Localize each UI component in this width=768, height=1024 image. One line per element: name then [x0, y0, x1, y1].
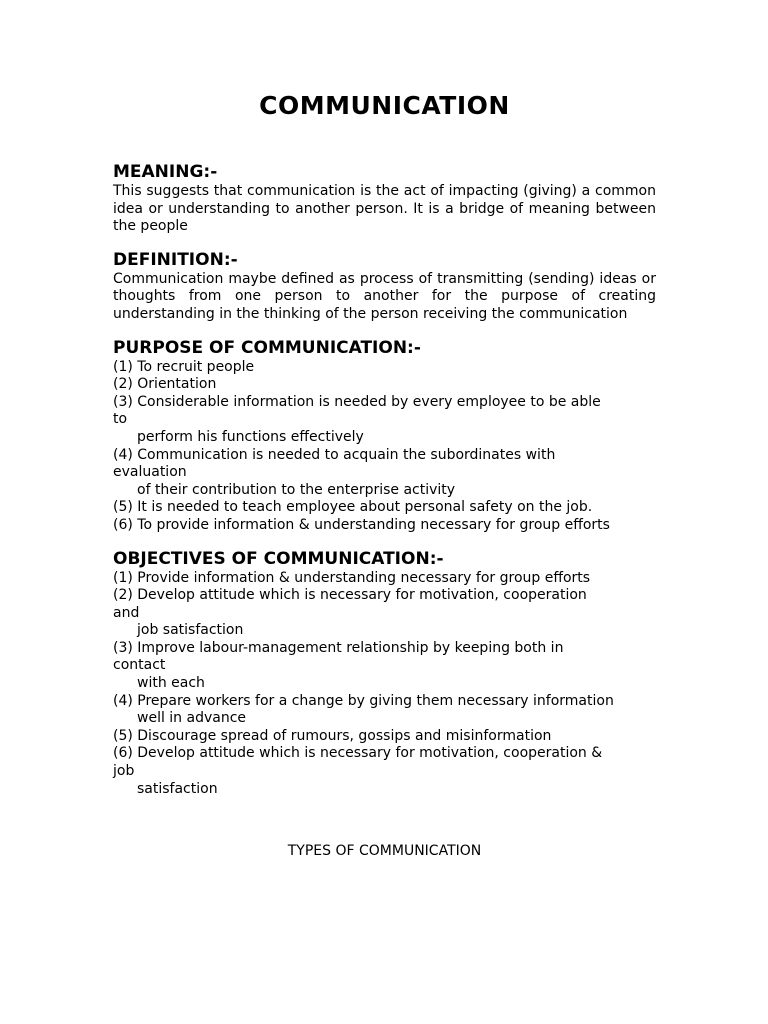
- definition-section: [113, 250, 656, 324]
- objectives-line: job satisfaction: [137, 622, 244, 639]
- objectives-line: with each: [137, 675, 205, 692]
- purpose-line: evaluation: [113, 464, 187, 481]
- objectives-line: (4) Prepare workers for a change by giving them necessary information: [113, 692, 614, 709]
- purpose-line: (6) To provide information & understanding necessary for group efforts: [113, 516, 610, 533]
- definition-text: Communication maybe defined as process of transmitting (sending) ideas or thoughts from one person to another for the purpose of creating understanding in the thinking of the person receiving the communication: [113, 270, 656, 322]
- objectives-line: (1) Provide information & understanding necessary for group efforts: [113, 569, 591, 586]
- objectives-line: (3) Improve labour-management relationship by keeping both in: [113, 639, 564, 656]
- objectives-section: [113, 549, 656, 799]
- purpose-line: to: [113, 411, 128, 428]
- objectives-line: satisfaction: [137, 780, 218, 797]
- meaning-section: [113, 162, 656, 236]
- purpose-heading: PURPOSE OF COMMUNICATION:-: [113, 337, 421, 358]
- purpose-line: of their contribution to the enterprise activity: [137, 481, 456, 498]
- purpose-line: (1) To recruit people: [113, 358, 255, 375]
- purpose-line: (3) Considerable information is needed by every employee to be able: [113, 393, 601, 410]
- purpose-line: (2) Orientation: [113, 376, 217, 393]
- document-body: [113, 162, 656, 812]
- types-heading: TYPES OF COMMUNICATION: [287, 843, 482, 859]
- page-title: COMMUNICATION: [259, 91, 510, 120]
- objectives-line: job: [113, 763, 135, 780]
- objectives-line: (2) Develop attitude which is necessary for motivation, cooperation: [113, 587, 587, 604]
- purpose-line: perform his functions effectively: [137, 428, 364, 445]
- objectives-line: (5) Discourage spread of rumours, gossips and misinformation: [113, 727, 552, 744]
- purpose-line: (5) It is needed to teach employee about personal safety on the job.: [113, 499, 593, 516]
- objectives-line: and: [113, 604, 140, 621]
- objectives-line: (6) Develop attitude which is necessary for motivation, cooperation &: [113, 745, 603, 762]
- objectives-heading: OBJECTIVES OF COMMUNICATION:-: [113, 548, 444, 569]
- meaning-text: This suggests that communication is the act of impacting (giving) a common idea or understanding to another person. It is a bridge of meaning between the people: [113, 183, 656, 235]
- objectives-line: contact: [113, 657, 166, 674]
- purpose-section: [113, 338, 656, 535]
- definition-heading: DEFINITION:-: [113, 249, 238, 270]
- meaning-heading: MEANING:-: [113, 162, 218, 182]
- purpose-line: (4) Communication is needed to acquain the subordinates with: [113, 446, 556, 463]
- objectives-line: well in advance: [137, 710, 247, 727]
